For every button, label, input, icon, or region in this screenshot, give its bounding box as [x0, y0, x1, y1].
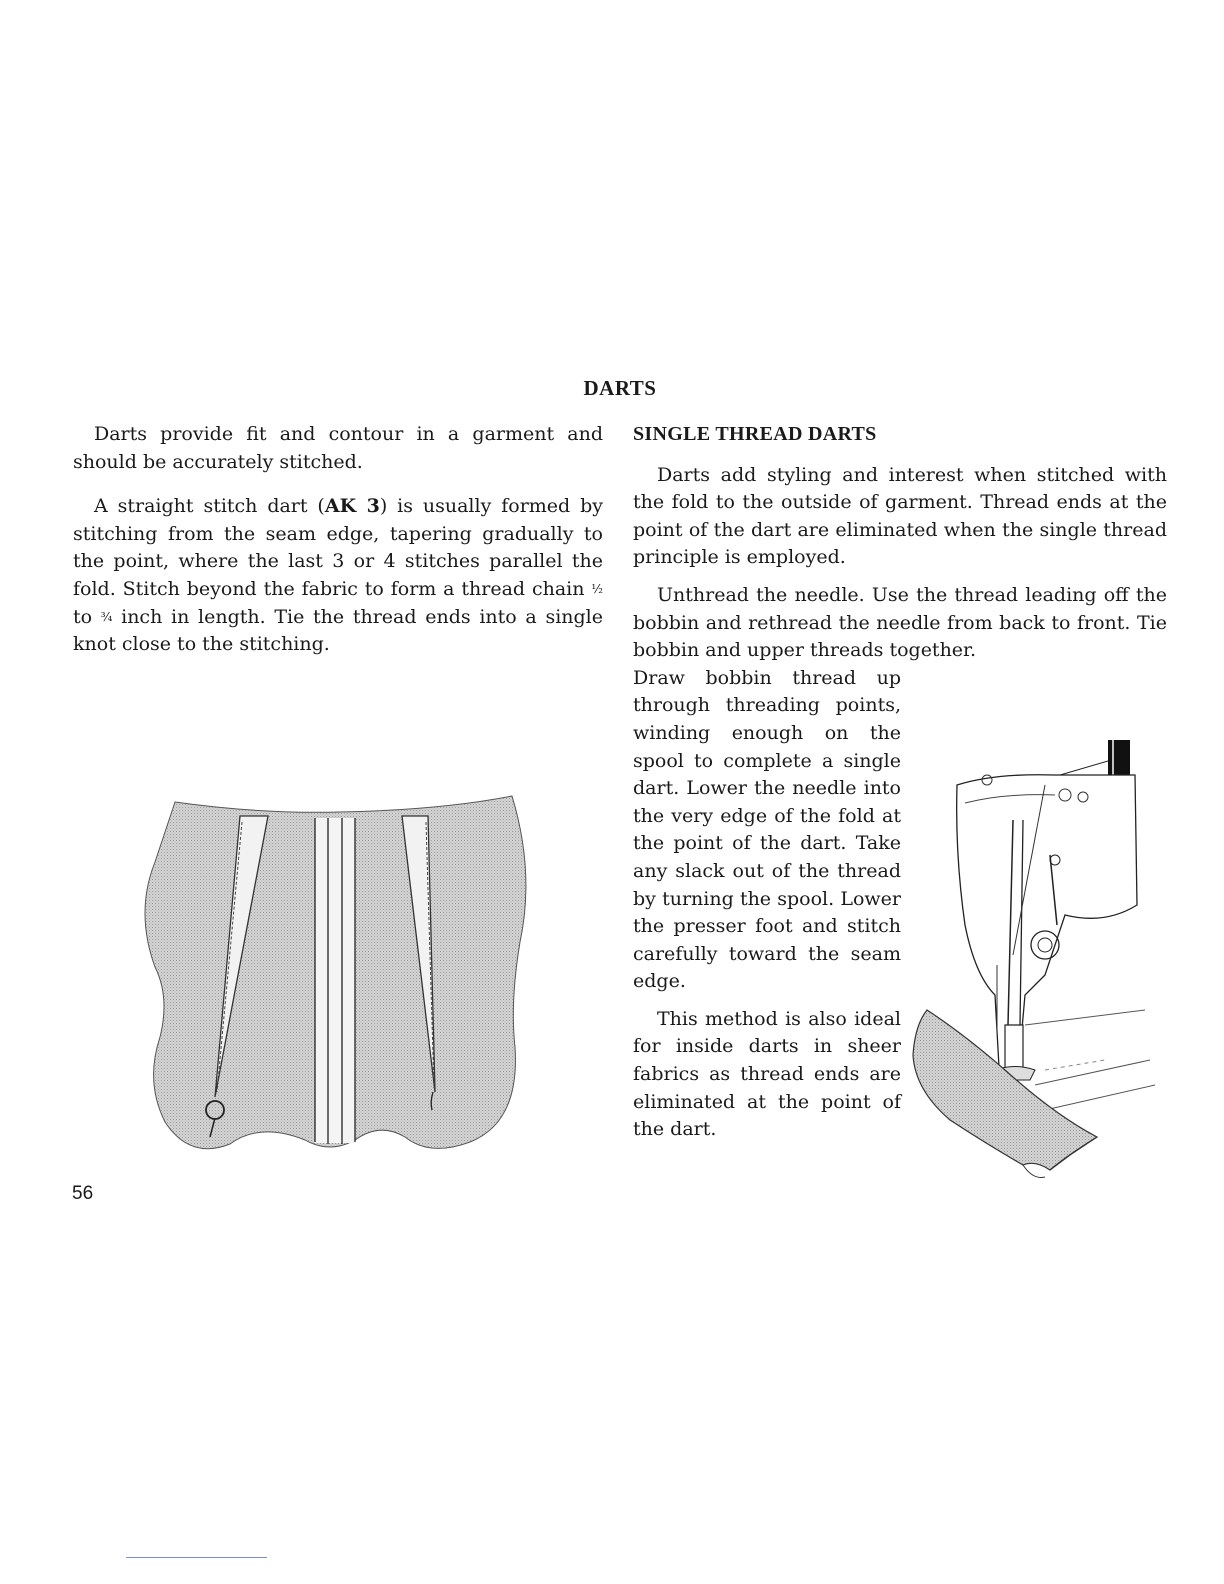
fraction-three-quarter: ¾ — [100, 609, 113, 624]
text-run: inch in length. Tie the thread ends into a single knot close to the stitching. — [73, 605, 603, 656]
garment-darts-illustration — [140, 792, 540, 1162]
text-run: to — [73, 605, 101, 628]
styling-paragraph: Darts add styling and interest when stitched with the fold to the outside of garment. Thread ends at the point of the dart are eliminated when the single thread principle is employed. — [633, 463, 1167, 569]
sheer-fabrics-paragraph: This method is also ideal for inside darts in sheer fabrics as thread ends are eliminated at the point of the dart. — [633, 1007, 901, 1141]
sewing-machine-illustration — [905, 725, 1170, 1180]
reference-code: AK 3 — [324, 495, 380, 518]
spool — [1108, 740, 1130, 776]
section-heading: SINGLE THREAD DARTS — [633, 423, 877, 445]
machine-head — [957, 775, 1137, 1085]
bed-plate — [1025, 1010, 1155, 1110]
page-title: DARTS — [583, 376, 657, 400]
intro-paragraph: Darts provide fit and contour in a garment and should be accurately stitched. — [73, 423, 603, 473]
draw-thread-paragraph: Draw bobbin thread up through threading points, winding enough on the spool to complete a single dart. Lower the needle into the very edge of the fold at the point of the dart. Take any slack out of the thread by turning the spool. Lower the presser foot and stitch carefully toward the seam edge. — [633, 666, 901, 993]
center-pleat — [315, 818, 355, 1143]
unthread-paragraph: Unthread the needle. Use the thread leading off the bobbin and rethread the needle from back to front. Tie bobbin and upper threads together. — [633, 583, 1167, 662]
page-number: 56 — [72, 1183, 94, 1204]
text-run: A straight stitch dart ( — [94, 495, 325, 518]
text-run: ) is usually formed by stitching from the seam edge, tapering gradually to the point, where the last 3 or 4 stitches parallel the fold. Stitch beyond the fabric to form a thread chain — [73, 495, 604, 600]
left-column — [73, 421, 603, 659]
straight-stitch-paragraph — [73, 493, 603, 659]
narrow-text-block — [633, 665, 901, 1144]
footer-rule — [126, 1557, 267, 1558]
fraction-half: ½ — [591, 581, 603, 596]
